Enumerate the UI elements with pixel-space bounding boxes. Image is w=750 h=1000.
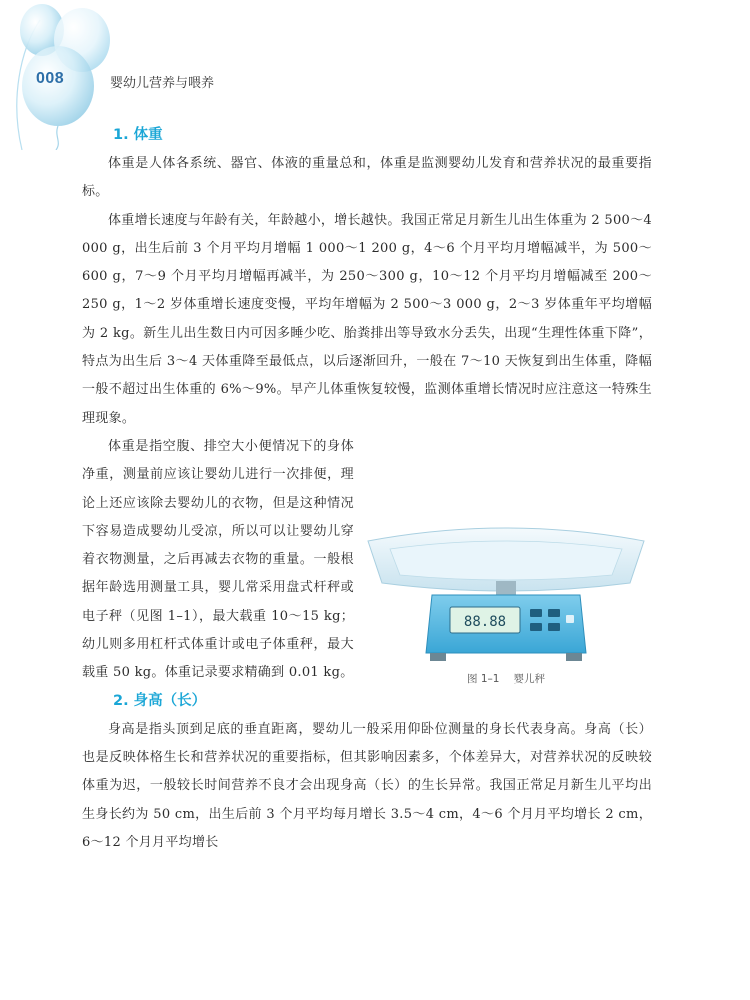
scale-display-reading: 88.88 [463,613,507,630]
paragraph: 体重是指空腹、排空大小便情况下的身体净重，测量前应该让婴幼儿进行一次排便，理论上还应该除去婴幼儿的衣物，但是这种情况下容易造成婴幼儿受凉，所以可以让婴幼儿穿着衣物测量，之后再减去衣物的重量。一般根据年龄选用测量工具，婴儿常采用盘式杆秤或电子秤（见图 1–1），最大载重 10～15 kg；幼儿则多用杠杆式体重计或电子体重秤，最大载重 50 kg。体重记录要求精确到 0.01 kg。 [82,438,354,681]
paragraph-with-figure [82,433,652,688]
paragraph: 身高是指头顶到足底的垂直距离，婴幼儿一般采用仰卧位测量的身长代表身高。身高（长）也是反映体格生长和营养状况的重要指标，但其影响因素多，个体差异大，对营养状况的反映较体重为迟，一般较长时间营养不良才会出现身高（长）的生长异常。我国正常足月新生儿平均出生身长约为 50 cm，出生后前 3 个月平均每月增长 3.5～4 cm，4～6 个月月平均增长 2 cm，6～12 个月月平均增长 [82,721,652,850]
section-heading-height: 2. 身高（长） [113,692,207,709]
main-content [82,118,652,857]
section-heading-weight: 1. 体重 [113,127,163,143]
page-number: 008 [36,70,65,87]
figure-number: 图 1–1 [467,672,500,685]
infant-scale-image [360,519,652,665]
paragraph: 体重是人体各系统、器官、体液的重量总和，体重是监测婴幼儿发育和营养状况的最重要指标。 [82,156,652,200]
figure-infant-scale [360,519,652,687]
paragraph: 体重增长速度与年龄有关，年龄越小，增长越快。我国正常足月新生儿出生体重为 2 500～4 000 g，出生后前 3 个月平均月增幅 1 000～1 200 g，4～6 个月平均月增幅减半，为 500～600 g，7～9 个月平均月增幅再减半，为 250～300 g，10～12 个月平均月增幅减至 200～250 g，1～2 岁体重增长速度变慢，平均年增幅为 2 500～3 000 g，2～3 岁体重年平均增幅为 2 kg。新生儿出生数日内可因多睡少吃、胎粪排出等导致水分丢失，出现“生理性体重下降”，特点为出生后 3～4 天体重降至最低点，以后逐渐回升，一般在 7～10 天恢复到出生体重，降幅一般不超过出生体重的 6%～9%。早产儿体重恢复较慢，监测体重增长情况时应注意这一特殊生理现象。 [82,212,652,426]
running-title: 婴幼儿营养与喂养 [110,76,215,91]
figure-title: 婴儿秤 [513,672,545,685]
figure-caption [360,671,652,687]
